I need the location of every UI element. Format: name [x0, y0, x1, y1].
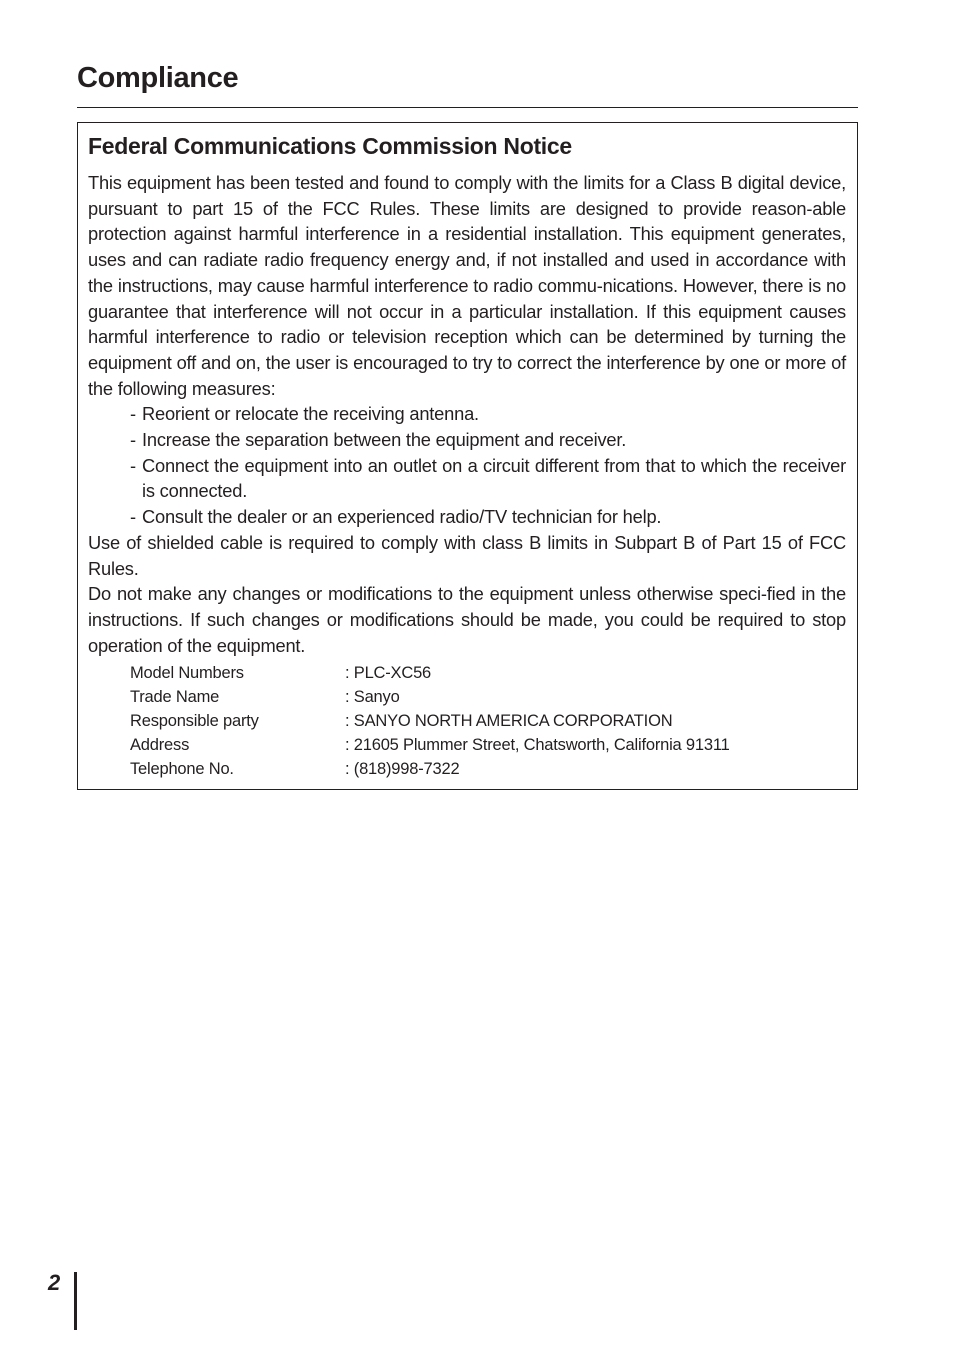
- list-item: [130, 504, 846, 530]
- info-value: : 21605 Plummer Street, Chatsworth, California 91311: [345, 736, 730, 755]
- list-item: [130, 401, 846, 427]
- info-value: : SANYO NORTH AMERICA CORPORATION: [345, 712, 673, 731]
- measure-text: Reorient or relocate the receiving antenna.: [142, 403, 479, 425]
- info-value: : (818)998-7322: [345, 760, 460, 779]
- info-label: Address: [130, 736, 190, 755]
- info-row-responsible-party: [130, 709, 846, 733]
- info-value: : Sanyo: [345, 688, 400, 707]
- page-title: Compliance: [77, 62, 239, 94]
- fcc-notice-box: [77, 122, 858, 790]
- list-dash: -: [130, 506, 136, 528]
- info-row-trade-name: [130, 685, 846, 709]
- list-dash: -: [130, 403, 136, 425]
- modifications-paragraph: Do not make any changes or modifications to the equipment unless otherwise speci-fied in the instructions. If such changes or modifications should be made, you could be required to stop operation of the equipment.: [88, 583, 846, 656]
- info-row-model-numbers: [130, 661, 846, 685]
- fcc-intro-paragraph: This equipment has been tested and found to comply with the limits for a Class B digital device, pursuant to part 15 of the FCC Rules. These limits are designed to provide reason-able protection against harmful interference in a residential installation. This equipment generates, uses and can radiate radio frequency energy and, if not installed and used in accordance with the instructions, may cause harmful interference to radio commu-nications. However, there is no guarantee that interference will not occur in a particular installation. If this equipment causes harmful interference to radio or television reception which can be determined by turning the equipment off and on, the user is encouraged to try to correct the interference by one or more of the following measures:: [88, 172, 846, 399]
- info-row-telephone: [130, 757, 846, 781]
- measures-list: [88, 401, 846, 530]
- info-label: Responsible party: [130, 712, 259, 731]
- list-item: [130, 427, 846, 453]
- list-dash: -: [130, 429, 136, 451]
- measure-text: Connect the equipment into an outlet on a circuit different from that to which the receiver is connected.: [142, 454, 846, 502]
- fcc-notice-heading: Federal Communications Commission Notice: [88, 133, 572, 159]
- info-label: Trade Name: [130, 688, 220, 707]
- responsible-party-info: [130, 661, 846, 781]
- list-item: [130, 453, 846, 504]
- measure-text: Consult the dealer or an experienced radio/TV technician for help.: [142, 506, 662, 528]
- info-label: Telephone No.: [130, 760, 234, 779]
- page-number-bar: [74, 1272, 77, 1330]
- shielded-cable-paragraph: Use of shielded cable is required to comply with class B limits in Subpart B of Part 15 of FCC Rules.: [88, 531, 846, 579]
- list-dash: -: [130, 454, 136, 476]
- info-label: Model Numbers: [130, 664, 244, 683]
- page-number: 2: [48, 1270, 61, 1295]
- info-row-address: [130, 733, 846, 757]
- info-value: : PLC-XC56: [345, 664, 432, 683]
- title-divider: [77, 107, 858, 108]
- measure-text: Increase the separation between the equipment and receiver.: [142, 429, 627, 451]
